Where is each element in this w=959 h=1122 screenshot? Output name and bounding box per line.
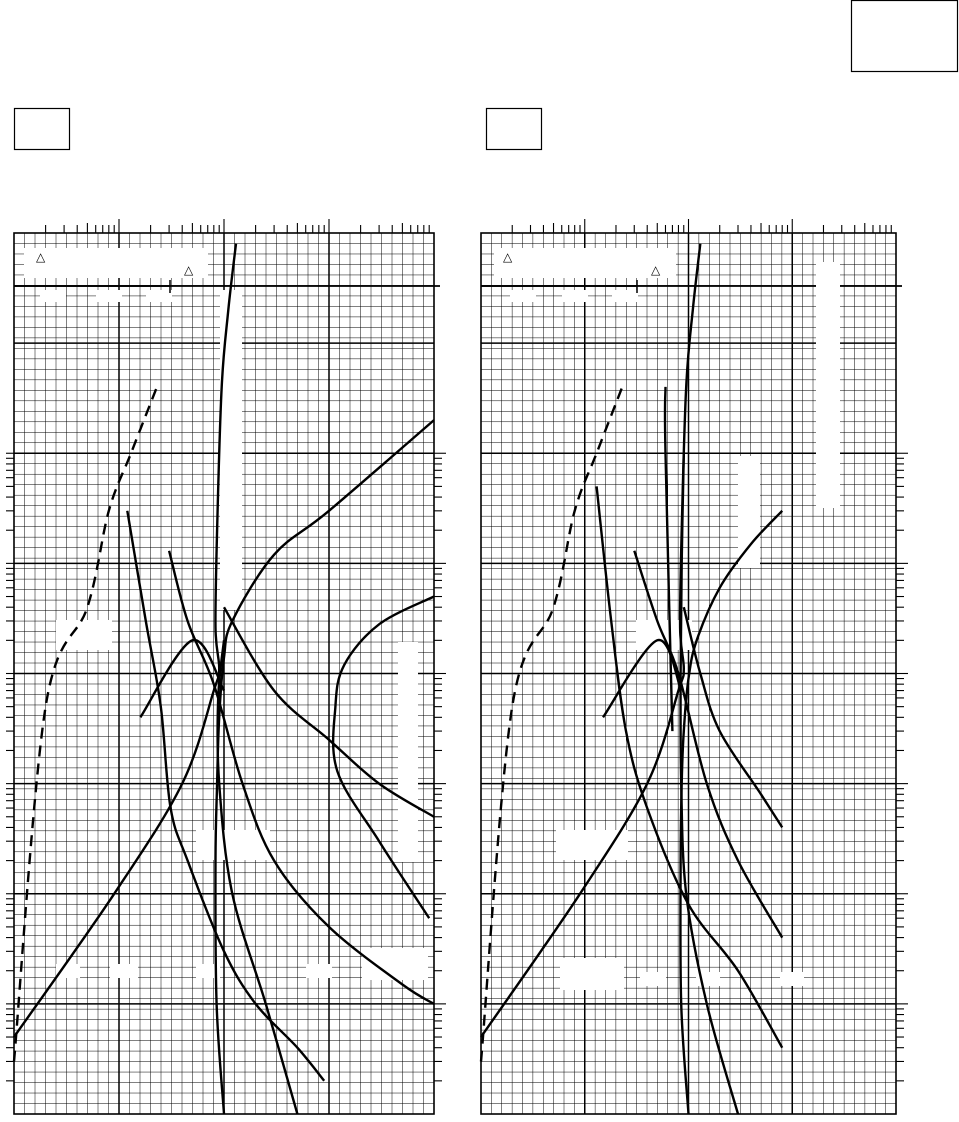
label-mask bbox=[816, 262, 840, 508]
label-mask bbox=[196, 830, 270, 860]
legend-marker: △ bbox=[36, 250, 46, 264]
label-mask bbox=[560, 958, 624, 990]
legend-marker: △ bbox=[503, 250, 513, 264]
label-mask bbox=[110, 964, 138, 978]
label-mask bbox=[398, 642, 418, 862]
legend-marker: △ bbox=[651, 263, 661, 277]
label-mask bbox=[612, 290, 638, 302]
label-mask bbox=[640, 972, 666, 986]
label-mask bbox=[494, 248, 676, 278]
label-mask bbox=[220, 290, 242, 610]
label-mask bbox=[562, 290, 588, 302]
label-mask bbox=[24, 248, 208, 278]
label-mask bbox=[780, 972, 804, 986]
label-mask bbox=[510, 290, 536, 302]
label-mask bbox=[306, 964, 332, 978]
chart-right bbox=[481, 219, 908, 1114]
label-mask bbox=[96, 290, 122, 302]
chart-left bbox=[6, 219, 446, 1114]
legend-marker: △ bbox=[184, 263, 194, 277]
label-mask bbox=[362, 948, 428, 980]
label-mask bbox=[738, 456, 760, 568]
label-mask bbox=[40, 290, 66, 302]
label-mask bbox=[146, 290, 172, 302]
